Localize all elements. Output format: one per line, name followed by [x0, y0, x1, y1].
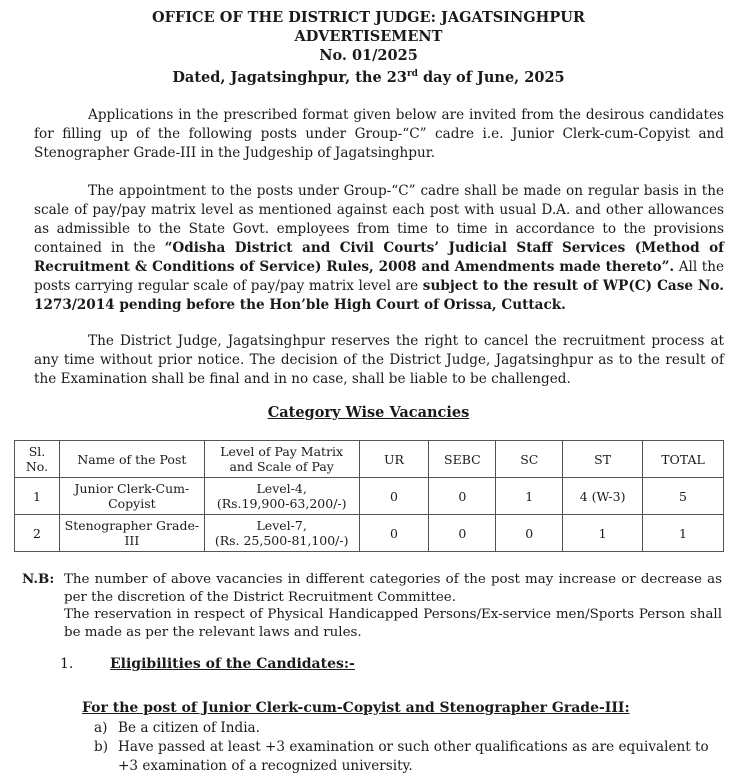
vacancies-table: [14, 440, 724, 552]
office-title: OFFICE OF THE DISTRICT JUDGE: JAGATSINGHPUR: [152, 9, 585, 26]
cell-sl: 1: [15, 478, 60, 515]
table-row: [15, 515, 724, 552]
cell-sc: 1: [496, 478, 563, 515]
eligibility-heading: 1. Eligibilities of the Candidates:-: [60, 656, 355, 672]
list-item: b) Have passed at least +3 examination or such other qualifications as are equivalent to +3 examination of a recognized university.: [94, 739, 709, 774]
cell-ur: 0: [359, 515, 429, 552]
cell-pay: Level-4, (Rs.19,900-63,200/-): [204, 478, 359, 515]
document-header: [0, 8, 737, 87]
header-post-name: Name of the Post: [59, 441, 204, 478]
cell-st: 1: [563, 515, 643, 552]
paragraph-reservation-of-rights: The District Judge, Jagatsinghpur reserves the right to cancel the recruitment process at any time without prior notice. The decision of the District Judge, Jagatsinghpur as to the result of the Examination shall be final and in no case, shall be liable to be challenged.: [34, 333, 724, 387]
cell-sl: 2: [15, 515, 60, 552]
advertisement-date: Dated, Jagatsinghpur, the 23rd day of June, 2025: [172, 68, 565, 86]
header-ur: UR: [359, 441, 429, 478]
table-row: [15, 478, 724, 515]
eligibility-list: [94, 719, 724, 776]
cell-sebc: 0: [429, 515, 496, 552]
cell-sc: 0: [496, 515, 563, 552]
header-sc: SC: [496, 441, 563, 478]
table-header-row: [15, 441, 724, 478]
advertisement-title: ADVERTISEMENT: [294, 28, 443, 45]
header-total: TOTAL: [643, 441, 724, 478]
header-sl-no: Sl. No.: [15, 441, 60, 478]
paragraph-invitation: Applications in the prescribed format given below are invited from the desirous candidates for filling up of the following posts under Group-“C” cadre i.e. Junior Clerk-cum-Copyist and Stenographer Grade-III in the Judgeship of Jagatsinghpur.: [34, 107, 724, 161]
nb-line-2: The reservation in respect of Physical Handicapped Persons/Ex-service men/Sports Person shall be made as per the relevant laws and rules.: [64, 607, 722, 640]
cell-pay: Level-7, (Rs. 25,500-81,100/-): [204, 515, 359, 552]
header-st: ST: [563, 441, 643, 478]
cell-post: Stenographer Grade-III: [59, 515, 204, 552]
header-sebc: SEBC: [429, 441, 496, 478]
header-pay-scale: Level of Pay Matrix and Scale of Pay: [204, 441, 359, 478]
eligibility-subtitle: For the post of Junior Clerk-cum-Copyist and Stenographer Grade-III:: [82, 700, 630, 716]
nb-line-1: The number of above vacancies in different categories of the post may increase or decrease as per the discretion of the District Recruitment Committee.: [64, 572, 722, 605]
cell-ur: 0: [359, 478, 429, 515]
vacancies-title: Category Wise Vacancies: [267, 404, 470, 421]
cell-total: 1: [643, 515, 724, 552]
paragraph-appointment: The appointment to the posts under Group-“C” cadre shall be made on regular basis in the scale of pay/pay matrix level as mentioned against each post with usual D.A. and other allowances as admissible to the State Govt. employees from time to time in accordance to the provisions contained in the “Odisha District and Civil Courts’ Judicial Staff Services (Method of Recruitment & Conditions of Service) Rules, 2008 and Amendments made thereto”. All the posts carrying regular scale of pay/pay matrix level are subject to the result of WP(C) Case No. 1273/2014 pending before the Hon’ble High Court of Orissa, Cuttack.: [34, 183, 724, 313]
advertisement-number: No. 01/2025: [319, 47, 418, 64]
cell-sebc: 0: [429, 478, 496, 515]
cell-st: 4 (W-3): [563, 478, 643, 515]
cell-total: 5: [643, 478, 724, 515]
nb-label: N.B:: [22, 571, 55, 587]
list-item: a) Be a citizen of India.: [94, 720, 260, 736]
cell-post: Junior Clerk-Cum-Copyist: [59, 478, 204, 515]
nota-bene: [22, 571, 722, 641]
